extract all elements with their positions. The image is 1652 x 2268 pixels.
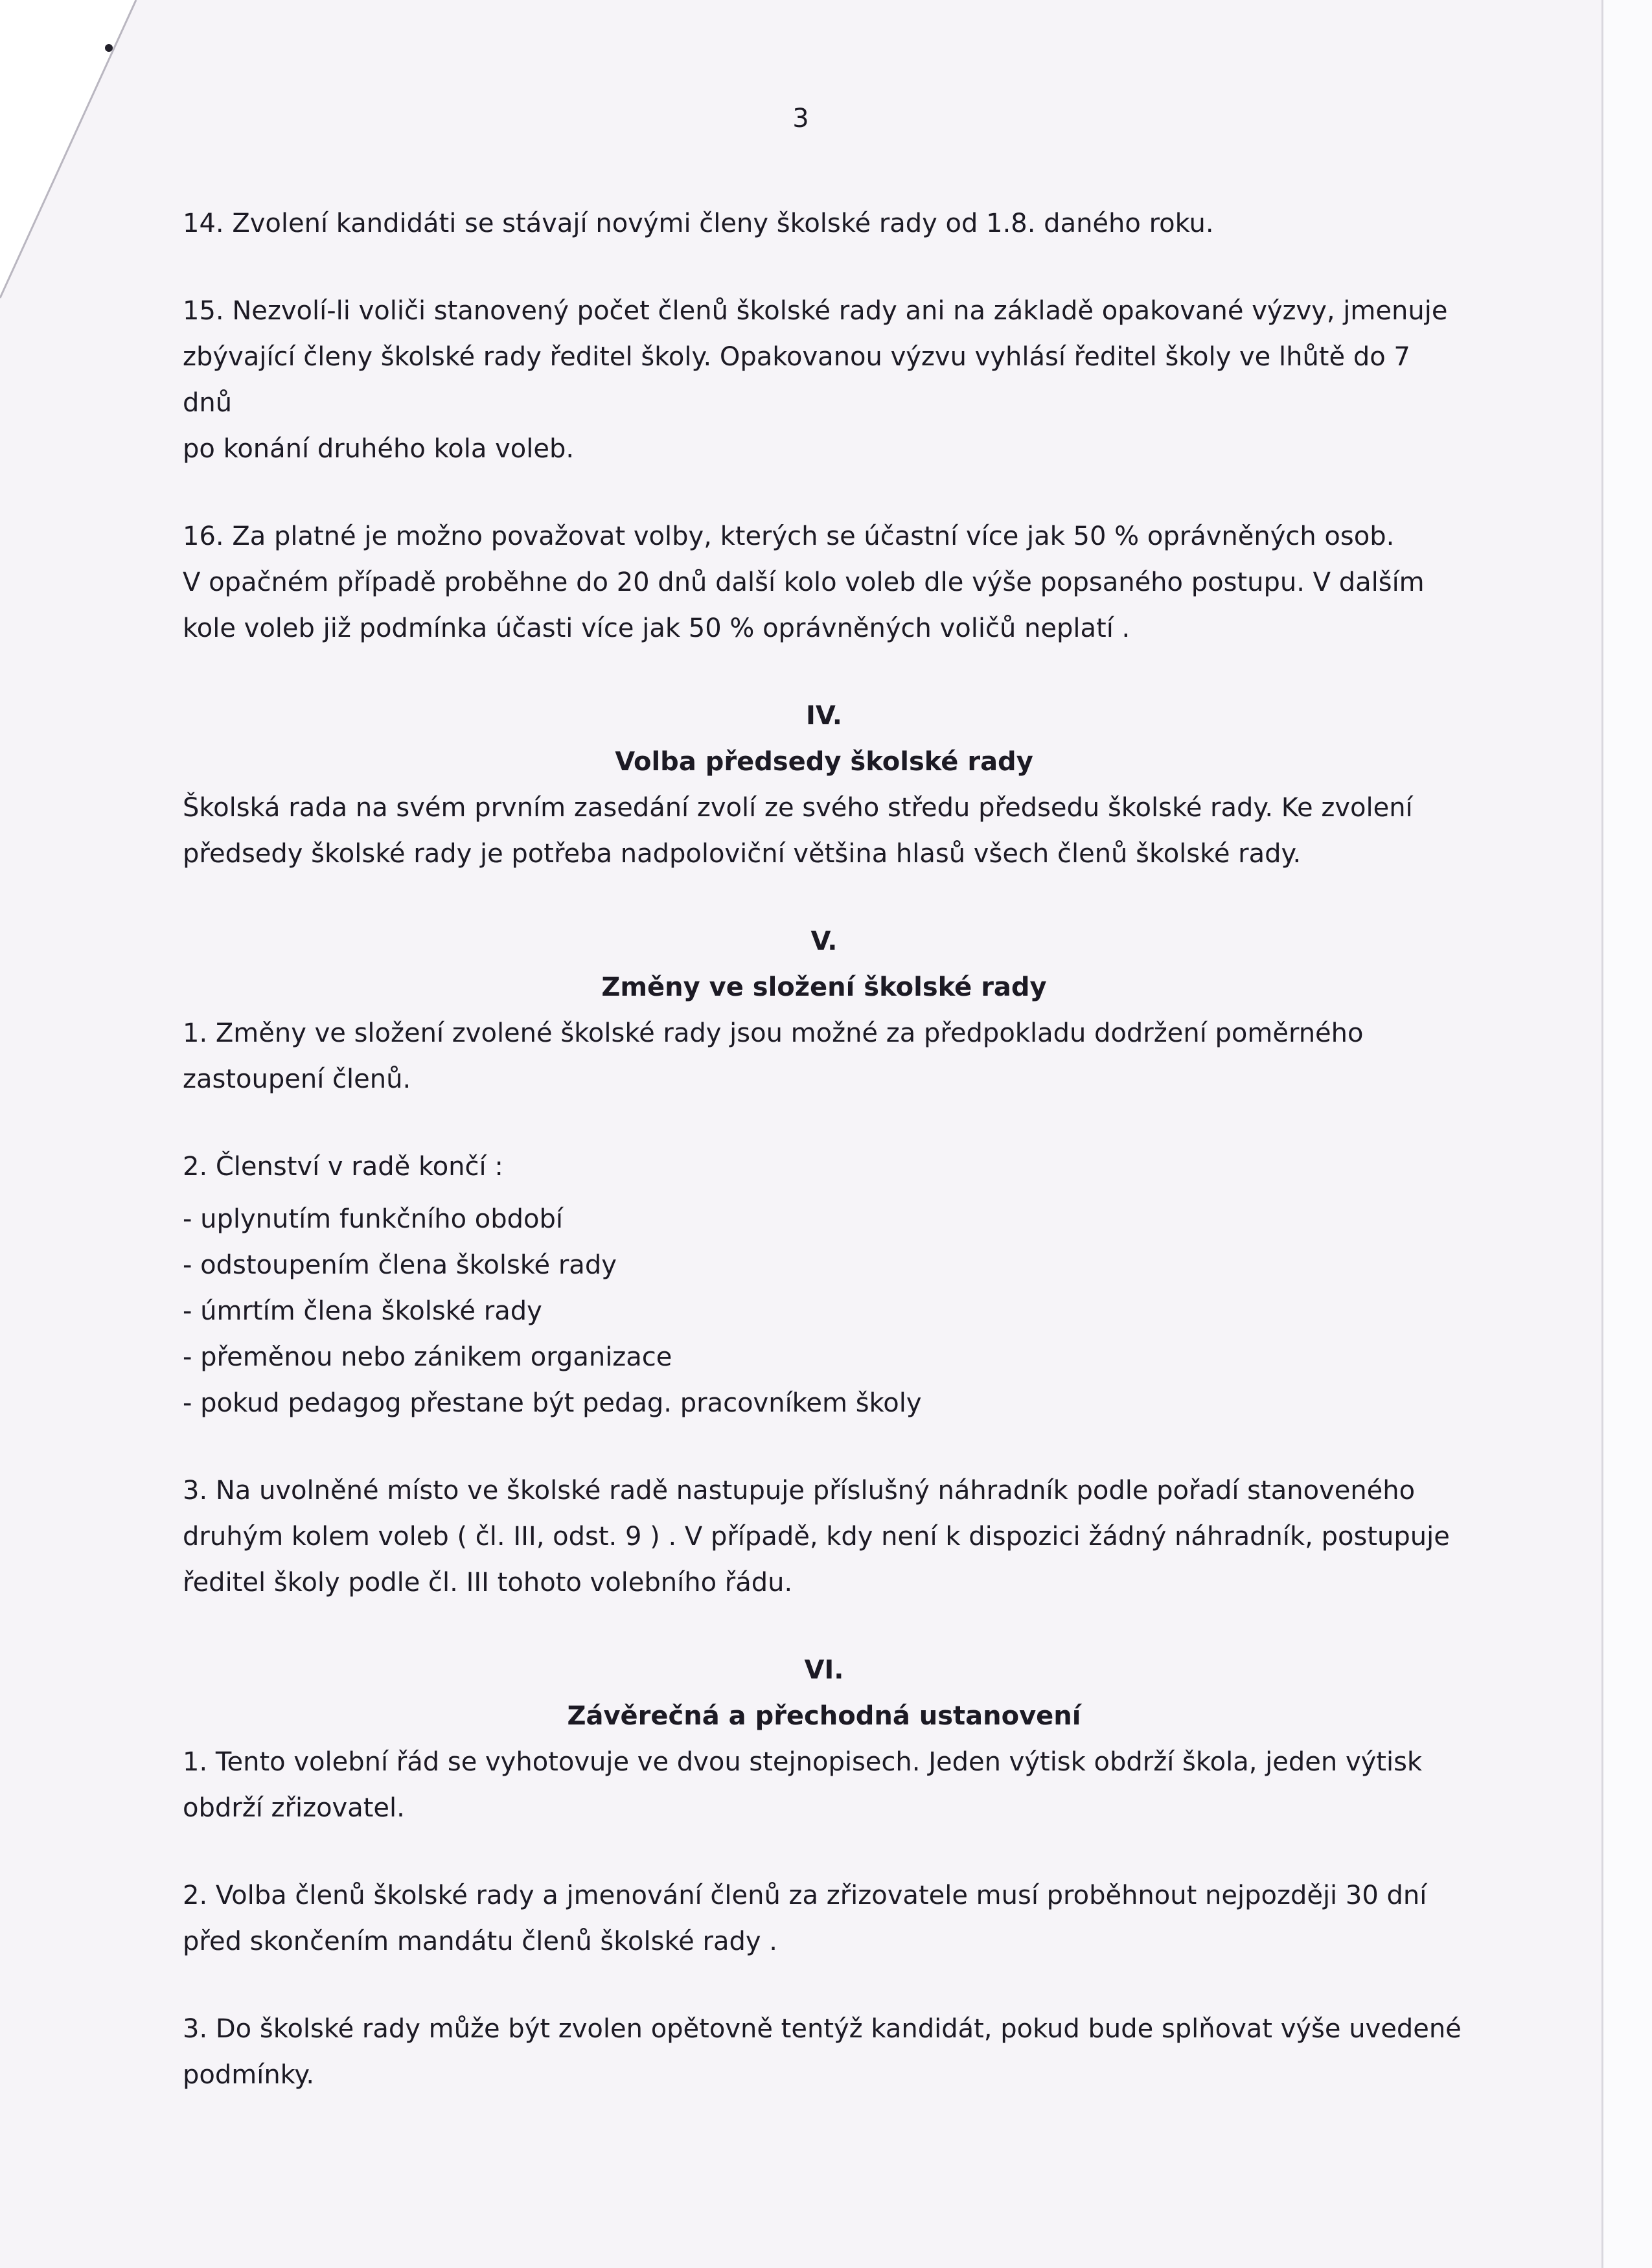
text-line: 16. Za platné je možno považovat volby, kterých se účastní více jak 50 % oprávněných osob. <box>183 521 1395 551</box>
section-title: Volba předsedy školské rady <box>615 747 1033 777</box>
section-number: VI. <box>804 1655 844 1685</box>
text-line: druhým kolem voleb ( čl. III, odst. 9 ) . V případě, kdy není k dispozici žádný náhradník, postupuje <box>183 1522 1450 1552</box>
membership-end-list <box>183 1197 1465 1426</box>
text-line: 1. Změny ve složení zvolené školské rady jsou možné za předpokladu dodržení poměrného <box>183 1018 1364 1048</box>
section-v-item-2: 2. Členství v radě končí : <box>183 1152 503 1182</box>
list-item: - pokud pedagog přestane být pedag. pracovníkem školy <box>183 1388 922 1418</box>
text-line: zbývající členy školské rady ředitel školy. Opakovanou výzvu vyhlásí ředitel školy ve lhůtě do 7 dnů <box>183 342 1410 418</box>
text-line: 2. Volba členů školské rady a jmenování členů za zřizovatele musí proběhnout nejpozději 30 dní <box>183 1881 1427 1910</box>
text-line: Školská rada na svém prvním zasedání zvolí ze svého středu předsedu školské rady. Ke zvolení <box>183 793 1413 823</box>
paragraph-15 <box>183 288 1465 472</box>
section-iv <box>183 693 1465 877</box>
paragraph-14 <box>183 201 1465 247</box>
text-line: kole voleb již podmínka účasti více jak 50 % oprávněných voličů neplatí . <box>183 613 1130 643</box>
folded-corner <box>0 0 149 304</box>
page-edge <box>1601 0 1652 2268</box>
list-item: - přeměnou nebo zánikem organizace <box>183 1342 672 1372</box>
section-title: Změny ve složení školské rady <box>601 972 1047 1002</box>
document-body <box>183 201 1465 2140</box>
text-line: 3. Do školské rady může být zvolen opětovně tentýž kandidát, pokud bude splňovat výše uvedené <box>183 2014 1462 2044</box>
section-vi-item-1 <box>183 1739 1465 1831</box>
section-number: V. <box>810 926 838 956</box>
text-line: 3. Na uvolněné místo ve školské radě nastupuje příslušný náhradník podle pořadí stanoveného <box>183 1476 1416 1506</box>
section-vi-item-3 <box>183 2006 1465 2098</box>
section-number: IV. <box>806 701 842 731</box>
paragraph-16 <box>183 514 1465 652</box>
section-vi-item-2 <box>183 1873 1465 1965</box>
list-item: - uplynutím funkčního období <box>183 1204 564 1234</box>
text-line: 1. Tento volební řád se vyhotovuje ve dvou stejnopisech. Jeden výtisk obdrží škola, jeden výtisk <box>183 1747 1423 1777</box>
section-v-item-3 <box>183 1468 1465 1606</box>
list-item: - odstoupením člena školské rady <box>183 1250 617 1280</box>
text-line: před skončením mandátu členů školské rady . <box>183 1927 777 1956</box>
section-title: Závěrečná a přechodná ustanovení <box>567 1701 1081 1731</box>
text-line: ředitel školy podle čl. III tohoto volebního řádu. <box>183 1568 793 1598</box>
text-line: V opačném případě proběhne do 20 dnů další kolo voleb dle výše popsaného postupu. V dalším <box>183 567 1425 597</box>
text-line: 14. Zvolení kandidáti se stávají novými členy školské rady od 1.8. daného roku. <box>183 209 1214 238</box>
text-line: podmínky. <box>183 2060 315 2090</box>
page-number: 3 <box>792 104 809 133</box>
section-iv-text <box>183 785 1465 877</box>
text-line: po konání druhého kola voleb. <box>183 434 575 464</box>
section-v <box>183 919 1465 1606</box>
text-line: zastoupení členů. <box>183 1064 411 1094</box>
text-line: obdrží zřizovatel. <box>183 1793 405 1823</box>
list-item: - úmrtím člena školské rady <box>183 1296 542 1326</box>
section-v-item-1 <box>183 1011 1465 1103</box>
text-line: předsedy školské rady je potřeba nadpoloviční většina hlasů všech členů školské rady. <box>183 839 1302 869</box>
text-line: 15. Nezvolí-li voliči stanovený počet členů školské rady ani na základě opakované výzvy, jmenuje <box>183 296 1448 326</box>
section-vi <box>183 1647 1465 2098</box>
